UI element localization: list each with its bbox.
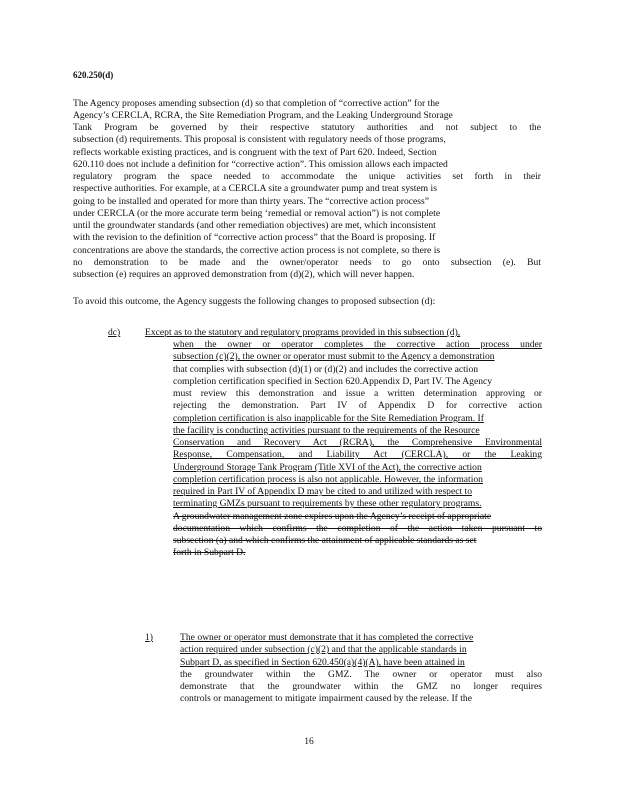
para1-line: under CERCLA (or the more accurate term being ‘remedial or removal action”) is not complete — [73, 208, 441, 219]
item1-line: the groundwater within the GMZ. The owner or operator must also — [180, 669, 542, 680]
para1-line: with the revision to the definition of “corrective action process” that the Board is proposing. If — [73, 232, 436, 243]
para1-line: reflects workable existing practices, and is congruent with the text of Part 620. Indeed, Section — [73, 147, 437, 158]
page-number: 16 — [304, 736, 314, 747]
subsection-label-dc: dc) — [108, 327, 121, 338]
dc-line-inserted: Except as to the statutory and regulatory programs provided in this subsection (d), — [145, 327, 461, 338]
para1-line: no demonstration to be made and the owner/operator needs to go onto subsection (e). But — [73, 257, 541, 268]
para1-line: going to be installed and operated for more than thirty years. The “corrective action process” — [73, 196, 429, 207]
item1-line-inserted: The owner or operator must demonstrate that it has completed the corrective — [180, 632, 474, 643]
dc-line-inserted: subsection (c)(2), the owner or operator must submit to the Agency a demonstration — [173, 351, 495, 362]
item1-line: demonstrate that the groundwater within the GMZ no longer requires — [180, 681, 542, 692]
dc-line: rejecting the demonstration. Part IV of Appendix D for corrective action — [173, 400, 542, 411]
item-label-1: 1) — [145, 632, 153, 643]
para1-line: regulatory program the space needed to accommodate the unique activities set forth in their — [73, 171, 541, 182]
dc-line-inserted: the facility is conducting activities pursuant to the requirements of the Resource — [173, 425, 480, 436]
para1-line: Tank Program be governed by their respective statutory authorities and not subject to the — [73, 122, 541, 133]
dc-line-inserted: required in Part IV of Appendix D may be cited to and utilized with respect to — [173, 486, 473, 497]
para1-line: subsection (d) requirements. This proposal is consistent with regulatory needs of those programs, — [73, 134, 446, 145]
para1-line: The Agency proposes amending subsection (d) so that completion of “corrective action” for the — [73, 98, 440, 109]
dc-line: completion certification specified in Section 620.Appendix D, Part IV. The Agency — [173, 376, 493, 387]
dc-line-deleted: documentation which confirms the completion of the action taken pursuant to — [173, 523, 542, 534]
dc-line-inserted: when the owner or operator completes the corrective action process under — [173, 339, 542, 350]
dc-line-inserted: terminating GMZs pursuant to requirements by these other regulatory programs. — [173, 498, 482, 509]
dc-line-inserted: completion certification is also inapplicable for the Site Remediation Program. If — [173, 413, 484, 424]
para2: To avoid this outcome, the Agency suggests the following changes to proposed subsection (d): — [73, 296, 436, 307]
para1-line: subsection (e) requires an approved demonstration from (d)(2), which will never happen. — [73, 269, 415, 280]
para1-line: until the groundwater standards (and other remediation objectives) are met, which inconsistent — [73, 220, 436, 231]
para1-line: concentrations are above the standards, the corrective action process is not complete, so there is — [73, 245, 441, 256]
para1-line: Agency’s CERCLA, RCRA, the Site Remediation Program, and the Leaking Underground Storage — [73, 110, 453, 121]
para1-line: respective authorities. For example, at a CERCLA site a groundwater pump and treat system is — [73, 183, 437, 194]
dc-line-inserted: completion certification process is also not applicable. However, the information — [173, 474, 483, 485]
item1-line: controls or management to mitigate impairment caused by the release. If the — [180, 693, 472, 704]
dc-line-deleted: forth in Subpart D. — [173, 547, 246, 558]
dc-line: that complies with subsection (d)(1) or (d)(2) and includes the corrective action — [173, 364, 479, 375]
dc-line-inserted: Conservation and Recovery Act (RCRA), the Comprehensive Environmental — [173, 437, 542, 448]
dc-line: must review this demonstration and issue a written determination approving or — [173, 388, 542, 399]
item1-line-inserted: action required under subsection (c)(2) and that the applicable standards in — [180, 644, 467, 655]
item1-line-inserted: Subpart D, as specified in Section 620.450(a)(4)(A), have been attained in — [180, 657, 465, 668]
dc-line-inserted: Response, Compensation, and Liability Act (CERCLA), or the Leaking — [173, 449, 542, 460]
dc-line-deleted: A groundwater management zone expires upon the Agency’s receipt of appropriate — [173, 511, 492, 522]
dc-line-inserted: Underground Storage Tank Program (Title XVI of the Act), the corrective action — [173, 462, 482, 473]
section-heading: 620.250(d) — [73, 70, 114, 80]
dc-line-deleted: subsection (a) and which confirms the attainment of applicable standards as set — [173, 535, 477, 546]
para1-line: 620.110 does not include a definition for “corrective action”. This omission allows each impacted — [73, 159, 448, 170]
